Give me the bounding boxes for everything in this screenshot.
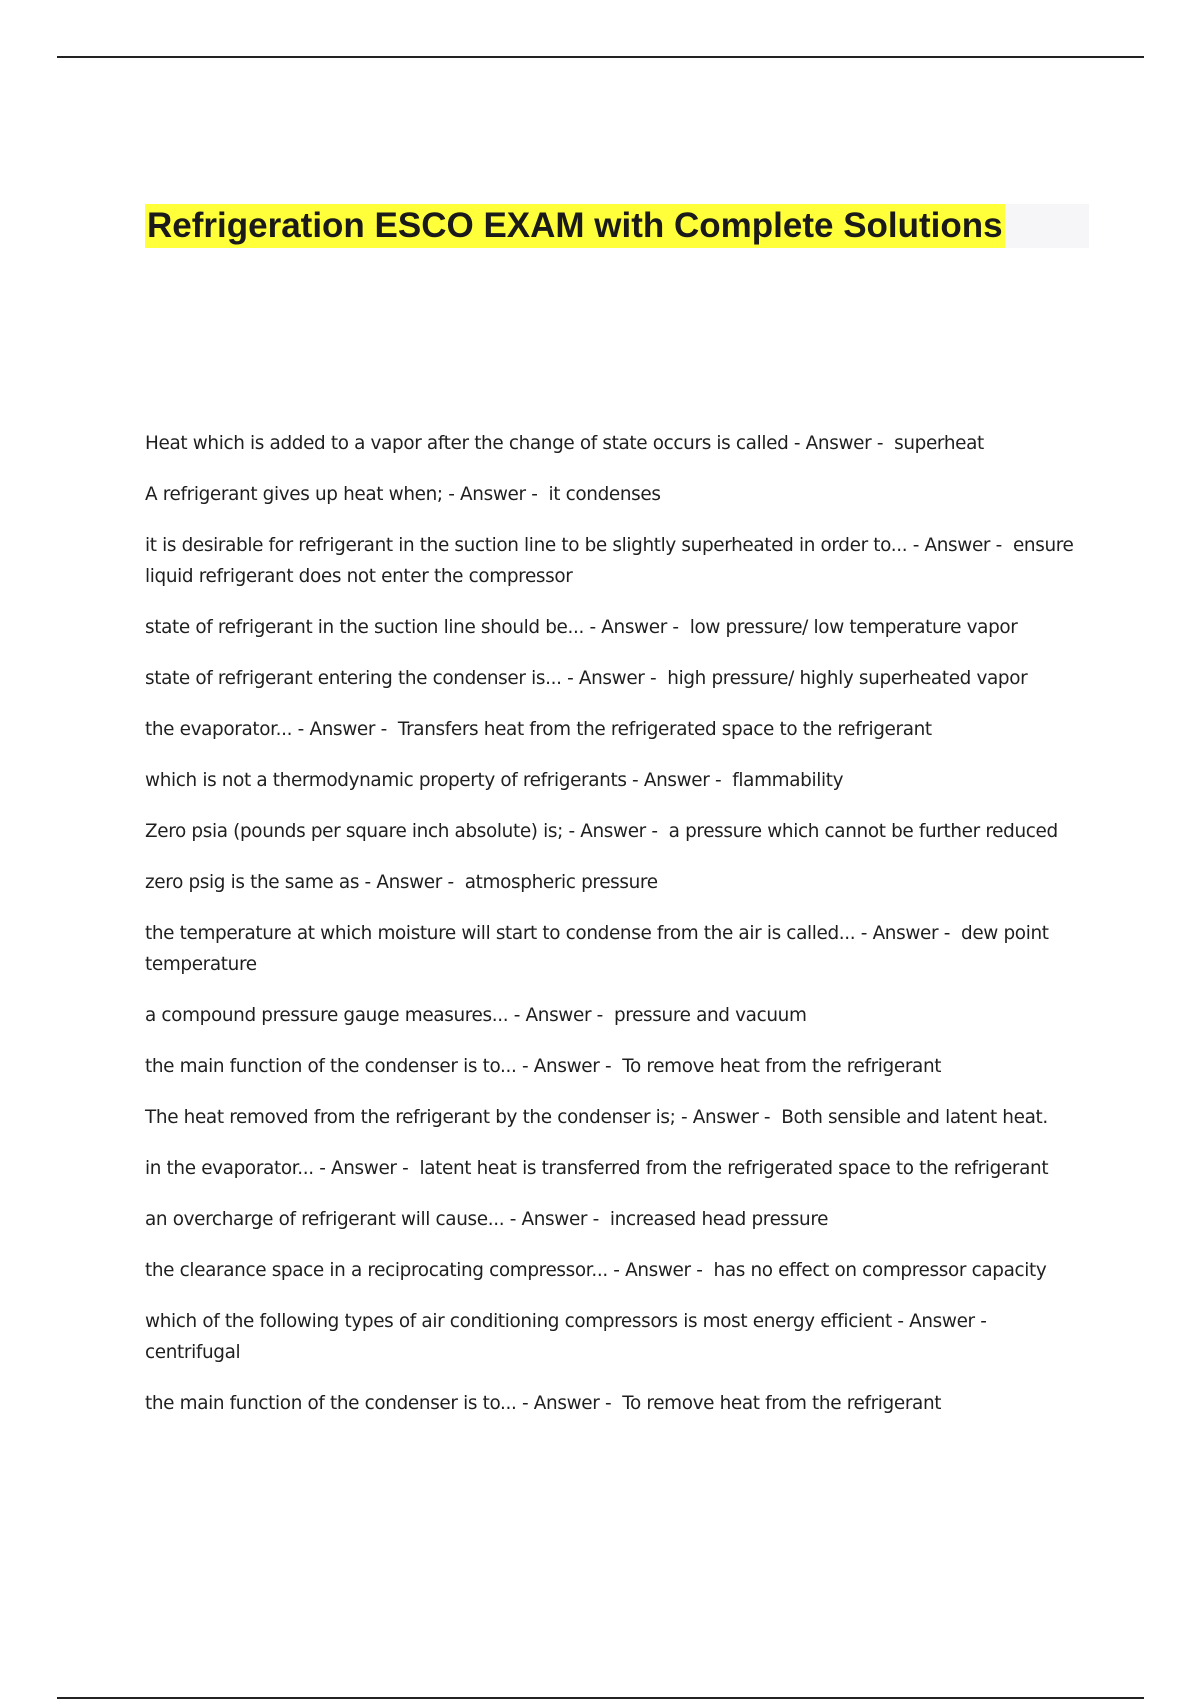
question-text: the clearance space in a reciprocating compressor...: [145, 1260, 608, 1281]
answer-text: latent heat is transferred from the refrigerated space to the refrigerant: [419, 1158, 1049, 1179]
question-text: the temperature at which moisture will start to condense from the air is called...: [145, 923, 856, 944]
answer-separator: - Answer -: [359, 872, 460, 893]
answer-separator: - Answer -: [508, 1005, 609, 1026]
qa-item: [145, 1388, 1080, 1419]
answer-separator: - Answer -: [907, 535, 1008, 556]
question-text: an overcharge of refrigerant will cause...: [145, 1209, 505, 1230]
qa-item: [145, 663, 1080, 694]
answer-separator: - Answer -: [442, 484, 543, 505]
answer-text: a pressure which cannot be further reduced: [668, 821, 1058, 842]
answer-separator: - Answer -: [313, 1158, 414, 1179]
answer-text: high pressure/ highly superheated vapor: [667, 668, 1028, 689]
answer-text: has no effect on compressor capacity: [713, 1260, 1047, 1281]
footer-rule: [57, 1697, 1144, 1699]
answer-text: To remove heat from the refrigerant: [622, 1056, 942, 1077]
question-text: The heat removed from the refrigerant by the condenser is;: [145, 1107, 676, 1128]
answer-separator: - Answer -: [584, 617, 685, 638]
answer-separator: - Answer -: [855, 923, 956, 944]
qa-item: [145, 612, 1080, 643]
qa-item: [145, 428, 1080, 459]
answer-text: dew point temperature: [145, 923, 1049, 975]
document-title: Refrigeration ESCO EXAM with Complete Solutions: [145, 204, 1005, 248]
header-rule: [57, 56, 1144, 58]
qa-item: [145, 765, 1080, 796]
answer-text: atmospheric pressure: [464, 872, 658, 893]
answer-separator: - Answer -: [891, 1311, 993, 1332]
question-text: state of refrigerant in the suction line should be...: [145, 617, 584, 638]
question-text: a compound pressure gauge measures...: [145, 1005, 509, 1026]
question-text: in the evaporator...: [145, 1158, 314, 1179]
qa-item: [145, 1153, 1080, 1184]
qa-list: [145, 428, 1080, 1439]
answer-text: Transfers heat from the refrigerated space to the refrigerant: [397, 719, 932, 740]
question-text: Zero psia (pounds per square inch absolute) is;: [145, 821, 563, 842]
answer-text: superheat: [894, 433, 984, 454]
question-text: the main function of the condenser is to...: [145, 1393, 517, 1414]
answer-text: centrifugal: [145, 1342, 241, 1363]
question-text: Heat which is added to a vapor after the change of state occurs is called: [145, 433, 789, 454]
qa-item: [145, 714, 1080, 745]
answer-text: flammability: [732, 770, 844, 791]
question-text: the main function of the condenser is to...: [145, 1056, 517, 1077]
qa-item: [145, 1102, 1080, 1133]
qa-item: [145, 1000, 1080, 1031]
answer-separator: - Answer -: [516, 1056, 617, 1077]
answer-text: increased head pressure: [609, 1209, 829, 1230]
question-text: the evaporator...: [145, 719, 293, 740]
answer-separator: - Answer -: [607, 1260, 709, 1281]
qa-item: [145, 1204, 1080, 1235]
answer-text: To remove heat from the refrigerant: [622, 1393, 942, 1414]
answer-text: Both sensible and latent heat.: [781, 1107, 1048, 1128]
answer-text: it condenses: [548, 484, 661, 505]
question-text: which of the following types of air conditioning compressors is most energy efficient: [145, 1311, 892, 1332]
qa-item: [145, 816, 1080, 847]
answer-separator: - Answer -: [788, 433, 889, 454]
answer-separator: - Answer -: [562, 821, 664, 842]
answer-separator: - Answer -: [516, 1393, 617, 1414]
qa-item: [145, 1306, 1080, 1368]
qa-item: [145, 479, 1080, 510]
qa-item: [145, 1255, 1080, 1286]
question-text: it is desirable for refrigerant in the suction line to be slightly superheated in order to...: [145, 535, 908, 556]
title-bar: [145, 204, 1089, 248]
answer-separator: - Answer -: [561, 668, 662, 689]
answer-separator: - Answer -: [504, 1209, 605, 1230]
answer-text: ensure liquid refrigerant does not enter the compressor: [145, 535, 1074, 587]
question-text: A refrigerant gives up heat when;: [145, 484, 443, 505]
answer-separator: - Answer -: [675, 1107, 776, 1128]
answer-separator: - Answer -: [292, 719, 393, 740]
answer-separator: - Answer -: [626, 770, 727, 791]
question-text: which is not a thermodynamic property of refrigerants: [145, 770, 627, 791]
qa-item: [145, 918, 1080, 980]
qa-item: [145, 867, 1080, 898]
answer-text: low pressure/ low temperature vapor: [689, 617, 1018, 638]
question-text: zero psig is the same as: [145, 872, 360, 893]
qa-item: [145, 530, 1080, 592]
answer-text: pressure and vacuum: [613, 1005, 807, 1026]
qa-item: [145, 1051, 1080, 1082]
question-text: state of refrigerant entering the condenser is...: [145, 668, 562, 689]
